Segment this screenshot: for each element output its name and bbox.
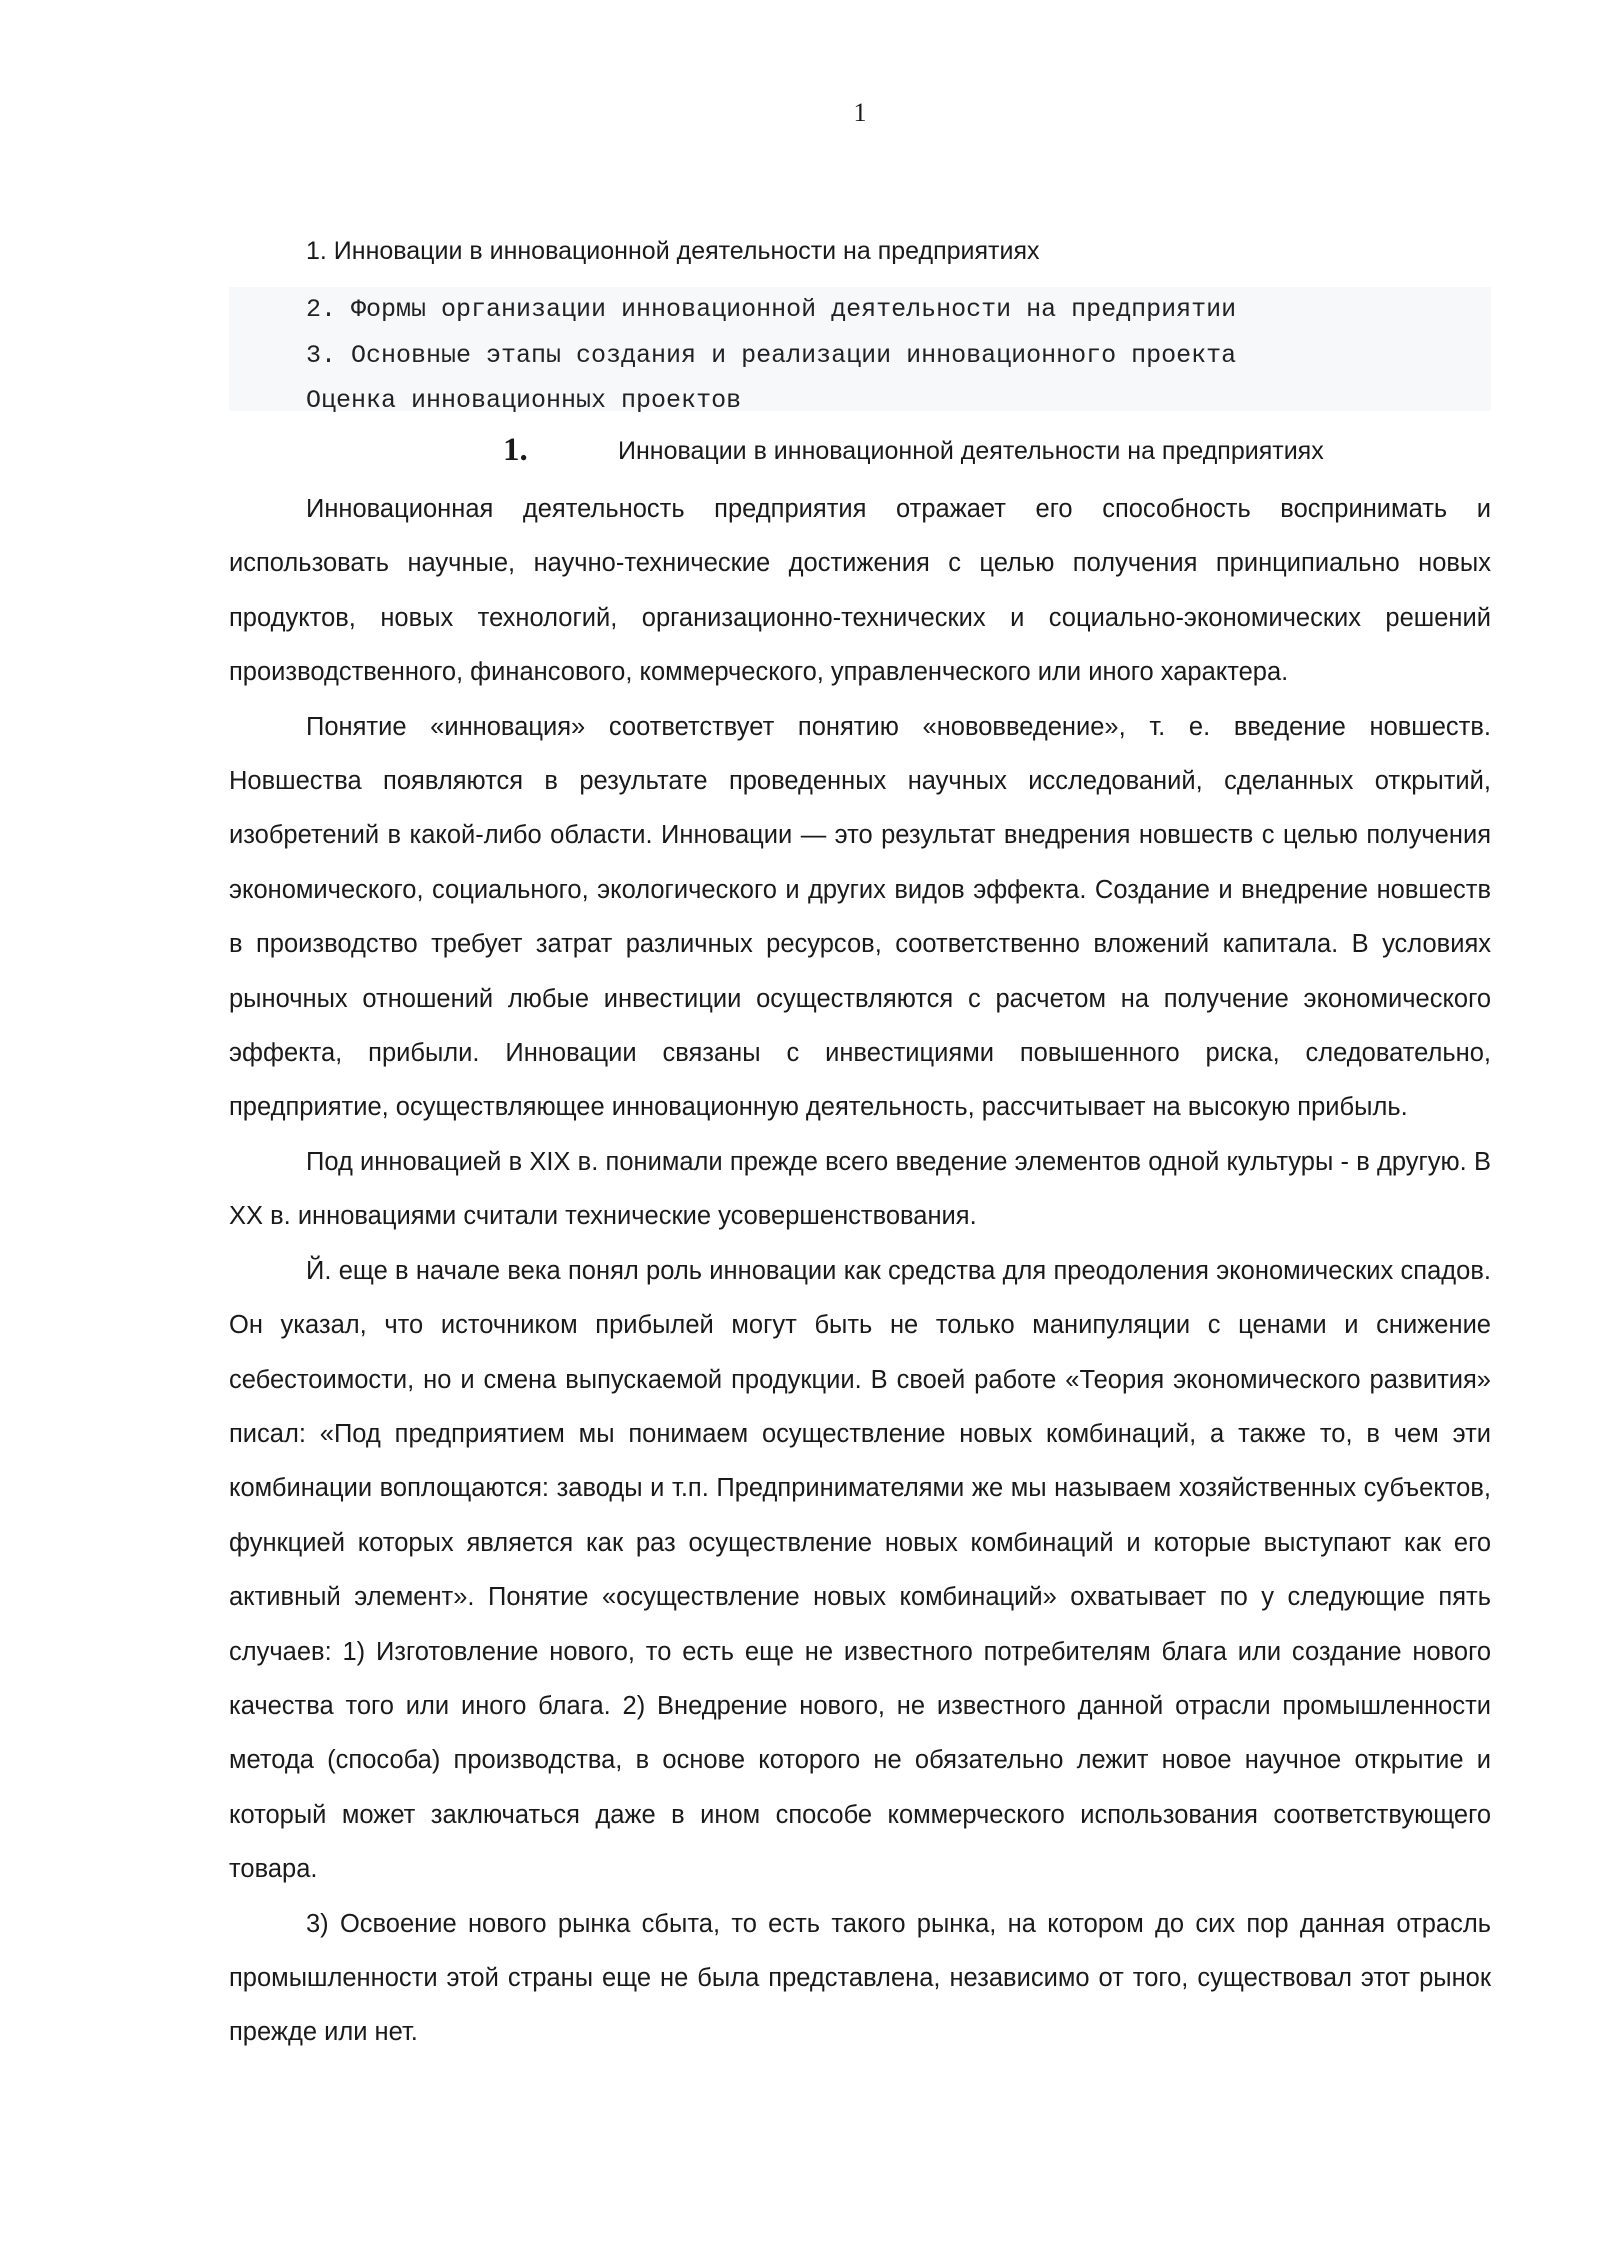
- section-heading: [0, 428, 1600, 472]
- toc-code-block: [229, 287, 1491, 415]
- body-text: [229, 482, 1491, 2060]
- toc-item-3: 3. Основные этапы создания и реализации инновационного проекта: [306, 340, 1237, 370]
- paragraph: Инновационная деятельность предприятия отражает его способность воспринимать и использовать научные, научно-технические достижения с целью получения принципиально новых продуктов, новых технологий, организационно-технических и социально-экономических решений производственного, финансового, коммерческого, управленческого или иного характера.: [229, 495, 1491, 687]
- section-title: Инновации в инновационной деятельности на предприятиях: [618, 437, 1324, 465]
- page-number: 1: [853, 98, 867, 127]
- paragraph: Й. еще в начале века понял роль инновации как средства для преодоления экономических спадов. Он указал, что источником прибылей могут быть не только манипуляции с ценами и снижение себестоимости, но и смена выпускаемой продукции. В своей работе «Теория экономического развития» писал: «Под предприятием мы понимаем осуществление новых комбинаций, а также то, в чем эти комбинации воплощаются: заводы и т.п. Предпринимателями же мы называем хозяйственных субъектов, функцией которых является как раз осуществление новых комбинаций и которые выступают как его активный элемент». Понятие «осуществление новых комбинаций» охватывает по у следующие пять случаев: 1) Изготовление нового, то есть еще не известного потребителям блага или создание нового качества того или иного блага. 2) Внедрение нового, не известного данной отрасли промышленности метода (способа) производства, в основе которого не обязательно лежит новое научное открытие и который может заключаться даже в ином способе коммерческого использования соответствующего товара.: [229, 1256, 1491, 1884]
- section-number: 1.: [503, 432, 528, 468]
- paragraph: Под инновацией в XIX в. понимали прежде всего введение элементов одной культуры - в другую. В XX в. инновациями считали технические усовершенствования.: [229, 1147, 1491, 1231]
- paragraph: Понятие «инновация» соответствует понятию «нововведение», т. е. введение новшеств. Новшества появляются в результате проведенных научных исследований, сделанных открытий, изобретений в какой-либо области. Инновации — это результат внедрения новшеств с целью получения экономического, социального, экологического и других видов эффекта. Создание и внедрение новшеств в производство требует затрат различных ресурсов, соответственно вложений капитала. В условиях рыночных отношений любые инвестиции осуществляются с расчетом на получение экономического эффекта, прибыли. Инновации связаны с инвестициями повышенного риска, следовательно, предприятие, осуществляющее инновационную деятельность, рассчитывает на высокую прибыль.: [229, 712, 1491, 1122]
- paragraph: 3) Освоение нового рынка сбыта, то есть такого рынка, на котором до сих пор данная отрасль промышленности этой страны еще не была представлена, независимо от того, существовал этот рынок прежде или нет.: [229, 1909, 1491, 2047]
- toc-item-2: 2. Формы организации инновационной деятельности на предприятии: [306, 295, 1237, 324]
- toc-item-1: 1. Инновации в инновационной деятельности на предприятиях: [306, 237, 1040, 265]
- toc-item-4: Оценка инновационных проектов: [306, 386, 742, 415]
